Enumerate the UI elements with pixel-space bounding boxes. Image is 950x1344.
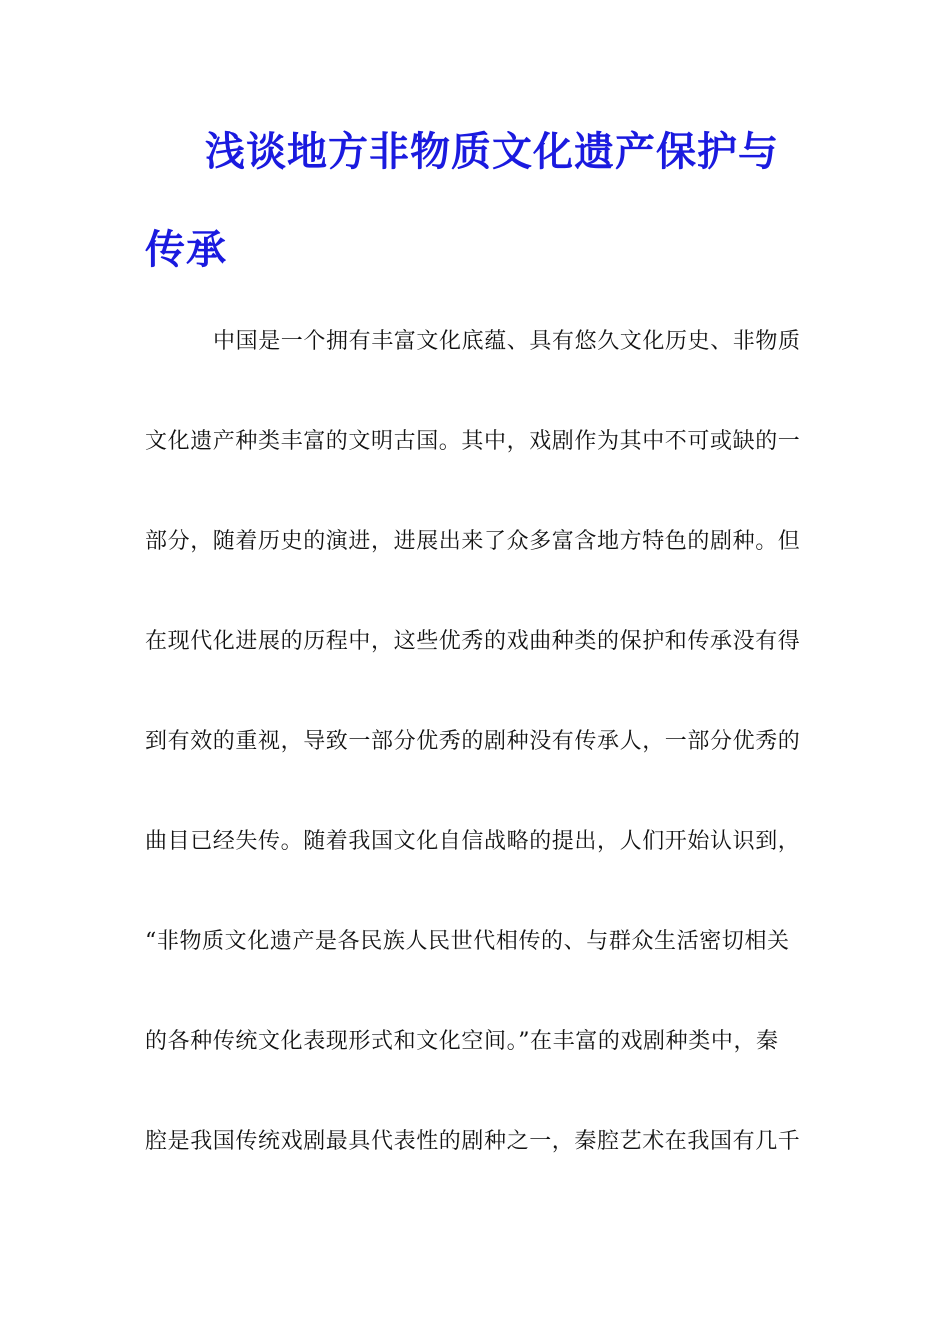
paragraph-line-7: “非物质文化遗产是各民族人民世代相传的、与群众生活密切相关 xyxy=(145,929,790,954)
document-title-line-1: 浅谈地方非物质文化遗产保护与 xyxy=(205,128,779,175)
paragraph-line-4: 在现代化进展的历程中，这些优秀的戏曲种类的保护和传承没有得 xyxy=(145,629,801,654)
paragraph-line-6: 曲目已经失传。随着我国文化自信战略的提出，人们开始认识到， xyxy=(145,829,801,854)
paragraph-line-5: 到有效的重视，导致一部分优秀的剧种没有传承人，一部分优秀的 xyxy=(145,729,801,754)
paragraph-line-2: 文化遗产种类丰富的文明古国。其中，戏剧作为其中不可或缺的一 xyxy=(145,429,801,454)
paragraph-line-8: 的各种传统文化表现形式和文化空间。”在丰富的戏剧种类中，秦 xyxy=(145,1029,779,1054)
document-title-line-2: 传承 xyxy=(145,226,227,273)
paragraph-line-3: 部分，随着历史的演进，进展出来了众多富含地方特色的剧种。但 xyxy=(145,529,801,554)
paragraph-line-9: 腔是我国传统戏剧最具代表性的剧种之一，秦腔艺术在我国有几千 xyxy=(145,1129,801,1154)
paragraph-line-1: 中国是一个拥有丰富文化底蕴、具有悠久文化历史、非物质 xyxy=(213,329,801,354)
